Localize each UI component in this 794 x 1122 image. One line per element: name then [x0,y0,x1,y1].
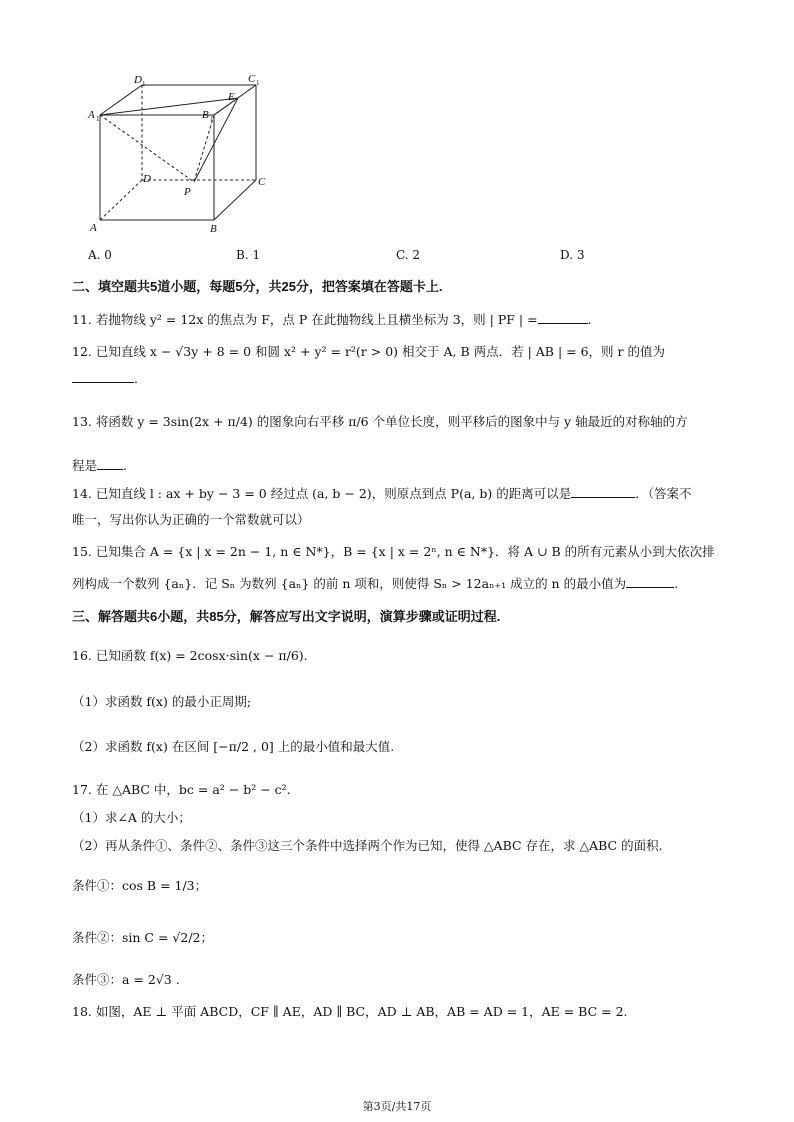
svg-text:1: 1 [256,79,260,87]
label-B1: B [202,109,209,121]
question-12-cont: . [72,370,138,386]
answer-blank [72,370,134,383]
label-P: P [184,186,191,198]
question-17-part1: （1）求∠A 的大小； [72,810,191,825]
question-16: 16. 已知函数 f(x) = 2cosx·sin(x − π/6). [72,648,308,663]
answer-blank [97,457,123,470]
label-E: E [228,91,235,103]
answer-blank [626,575,674,588]
section-2-heading: 二、填空题共5道小题，每题5分，共25分，把答案填在答题卡上. [72,279,443,294]
question-15: 15. 已知集合 A = {x | x = 2n − 1, n ∈ N*}，B = {x | x = 2ⁿ, n ∈ N*}．将 A ∪ B 的所有元素从小到大依次排 [72,544,715,559]
condition-1: 条件①：cos B = 1/3； [72,878,208,893]
edge-AD [100,180,142,220]
question-16-part2: （2）求函数 f(x) 在区间 [−π/2 , 0] 上的最小值和最大值. [72,739,395,754]
condition-2: 条件②：sin C = √2/2； [72,930,214,945]
answer-blank [571,485,635,498]
question-17-part2: （2）再从条件①、条件②、条件③这三个条件中选择两个作为已知，使得 △ABC 存在，求 △ABC 的面积. [72,838,663,853]
question-13-cont: 程是 . [72,458,127,473]
condition-3: 条件③：a = 2√3 . [72,972,180,987]
svg-text:1: 1 [210,115,214,123]
option-d: D. 3 [560,248,585,262]
question-14: 14. 已知直线 l : ax + by − 3 = 0 经过点 (a, b − 2)，则原点到点 P(a, b) 的距离可以是 ．（答案不 [72,486,692,501]
label-C: C [258,176,266,188]
answer-blank [538,311,588,324]
segment-A1P [100,115,194,182]
label-A1: A [88,109,95,121]
question-13: 13. 将函数 y = 3sin(2x + π/4) 的图象向右平移 π/6 个单位长度，则平移后的图象中与 y 轴最近的对称轴的方 [72,414,688,429]
question-14-cont: 唯一，写出你认为正确的一个常数就可以） [72,512,310,527]
page-footer: 第3页/共17页 [362,1100,432,1113]
label-B: B [210,223,217,235]
question-11: 11. 若抛物线 y² = 12x 的焦点为 F，点 P 在此抛物线上且横坐标为 3，则 | PF | = . [72,312,592,327]
question-17: 17. 在 △ABC 中，bc = a² − b² − c². [72,782,291,797]
label-C1: C [248,73,256,85]
label-D1: D [134,74,142,86]
cube-figure [86,70,276,240]
question-12: 12. 已知直线 x − √3y + 8 = 0 和圆 x² + y² = r²(r > 0) 相交于 A, B 两点．若 | AB | = 6，则 r 的值为 [72,344,665,359]
svg-text:1: 1 [142,80,146,88]
option-a: A. 0 [88,248,112,262]
section-3-heading: 三、解答题共6小题，共85分，解答应写出文字说明，演算步骤或证明过程. [72,609,501,624]
option-c: C. 2 [396,248,421,262]
question-16-part1: （1）求函数 f(x) 的最小正周期; [72,694,252,709]
option-b: B. 1 [236,248,261,262]
segment-EP [194,98,238,182]
label-D: D [143,173,151,185]
question-15-cont: 列构成一个数列 {aₙ}．记 Sₙ 为数列 {aₙ} 的前 n 项和，则使得 Sₙ > 12aₙ₊₁ 成立的 n 的最小值为 . [72,576,679,591]
question-18: 18. 如图，AE ⊥ 平面 ABCD，CF ∥ AE，AD ∥ BC，AD ⊥ AB，AB = AD = 1，AE = BC = 2. [72,1004,628,1019]
edge-BC [214,180,256,220]
label-A: A [90,222,97,234]
svg-text:1: 1 [96,115,100,123]
